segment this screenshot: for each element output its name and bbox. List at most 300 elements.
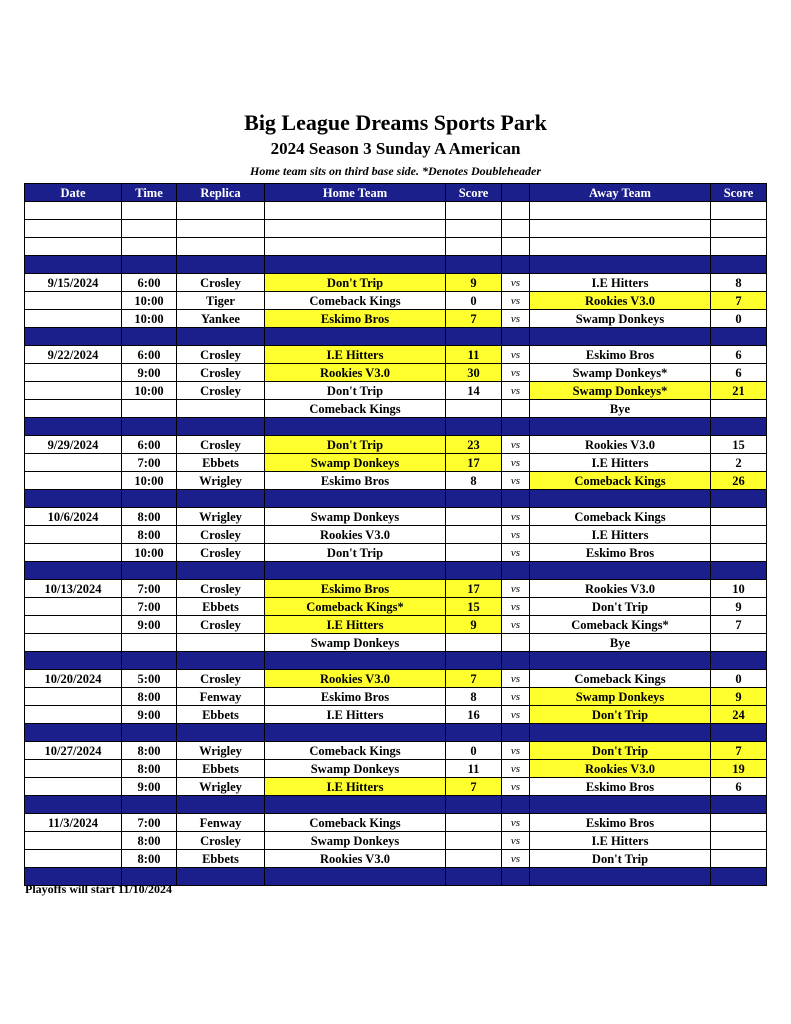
date-cell — [25, 634, 122, 652]
separator-cell — [265, 328, 446, 346]
home-score-cell — [446, 202, 502, 220]
time-cell: 10:00 — [122, 310, 177, 328]
separator-cell — [177, 490, 265, 508]
home-team-cell: Swamp Donkeys — [265, 760, 446, 778]
vs-cell — [502, 202, 530, 220]
date-cell — [25, 598, 122, 616]
separator-cell — [25, 796, 122, 814]
week-separator-row — [25, 562, 767, 580]
home-team-cell — [265, 220, 446, 238]
table-row — [25, 670, 767, 688]
home-team-cell: Comeback Kings* — [265, 598, 446, 616]
separator-cell — [530, 328, 711, 346]
date-cell: 9/29/2024 — [25, 436, 122, 454]
vs-cell: vs — [502, 472, 530, 490]
away-team-cell: Eskimo Bros — [530, 814, 711, 832]
away-team-cell: Comeback Kings — [530, 670, 711, 688]
away-score-cell — [711, 238, 767, 256]
separator-cell — [265, 796, 446, 814]
separator-cell — [25, 490, 122, 508]
time-cell: 9:00 — [122, 778, 177, 796]
date-cell — [25, 544, 122, 562]
home-team-cell: I.E Hitters — [265, 616, 446, 634]
page-title: Big League Dreams Sports Park — [244, 110, 547, 135]
separator-cell — [265, 652, 446, 670]
date-cell: 10/20/2024 — [25, 670, 122, 688]
separator-cell — [25, 418, 122, 436]
date-cell: 9/22/2024 — [25, 346, 122, 364]
replica-cell: Crosley — [177, 364, 265, 382]
away-team-cell: Rookies V3.0 — [530, 292, 711, 310]
away-score-cell — [711, 544, 767, 562]
replica-cell: Crosley — [177, 436, 265, 454]
col-away-score-header: Score — [711, 184, 767, 202]
home-score-cell: 16 — [446, 706, 502, 724]
home-team-cell: Swamp Donkeys — [265, 508, 446, 526]
date-cell: 10/13/2024 — [25, 580, 122, 598]
vs-cell: vs — [502, 598, 530, 616]
vs-cell: vs — [502, 616, 530, 634]
away-team-cell: Rookies V3.0 — [530, 436, 711, 454]
week-separator-row — [25, 652, 767, 670]
time-cell: 10:00 — [122, 292, 177, 310]
vs-cell — [502, 400, 530, 418]
away-score-cell: 7 — [711, 616, 767, 634]
replica-cell: Yankee — [177, 310, 265, 328]
away-score-cell — [711, 220, 767, 238]
vs-cell: vs — [502, 382, 530, 400]
home-score-cell — [446, 544, 502, 562]
vs-cell: vs — [502, 310, 530, 328]
col-vs-header — [502, 184, 530, 202]
away-team-cell: I.E Hitters — [530, 454, 711, 472]
separator-cell — [711, 328, 767, 346]
separator-cell — [502, 256, 530, 274]
page-subtitle: 2024 Season 3 Sunday A American — [270, 139, 521, 158]
table-row — [25, 688, 767, 706]
date-cell — [25, 292, 122, 310]
separator-cell — [711, 256, 767, 274]
vs-cell: vs — [502, 508, 530, 526]
away-score-cell: 19 — [711, 760, 767, 778]
table-row — [25, 238, 767, 256]
away-team-cell: I.E Hitters — [530, 832, 711, 850]
separator-cell — [25, 724, 122, 742]
col-home-team-header: Home Team — [265, 184, 446, 202]
time-cell — [122, 202, 177, 220]
col-away-team-header: Away Team — [530, 184, 711, 202]
table-row — [25, 850, 767, 868]
table-row — [25, 526, 767, 544]
table-row — [25, 814, 767, 832]
away-score-cell: 8 — [711, 274, 767, 292]
home-team-cell: Don't Trip — [265, 436, 446, 454]
date-cell — [25, 832, 122, 850]
away-score-cell — [711, 832, 767, 850]
separator-cell — [177, 868, 265, 886]
separator-cell — [530, 724, 711, 742]
separator-cell — [530, 418, 711, 436]
time-cell: 8:00 — [122, 508, 177, 526]
date-cell — [25, 454, 122, 472]
away-score-cell — [711, 850, 767, 868]
home-score-cell: 17 — [446, 454, 502, 472]
time-cell: 6:00 — [122, 274, 177, 292]
away-score-cell: 0 — [711, 670, 767, 688]
replica-cell: Wrigley — [177, 742, 265, 760]
vs-cell: vs — [502, 544, 530, 562]
away-team-cell: Don't Trip — [530, 598, 711, 616]
table-row — [25, 364, 767, 382]
separator-cell — [502, 796, 530, 814]
date-cell — [25, 616, 122, 634]
time-cell — [122, 634, 177, 652]
vs-cell: vs — [502, 742, 530, 760]
table-row — [25, 472, 767, 490]
separator-cell — [446, 418, 502, 436]
vs-cell: vs — [502, 814, 530, 832]
away-score-cell: 9 — [711, 598, 767, 616]
separator-cell — [446, 490, 502, 508]
vs-cell: vs — [502, 832, 530, 850]
away-score-cell: 0 — [711, 310, 767, 328]
away-team-cell: I.E Hitters — [530, 526, 711, 544]
separator-cell — [502, 724, 530, 742]
date-cell — [25, 310, 122, 328]
vs-cell: vs — [502, 274, 530, 292]
away-team-cell: Comeback Kings — [530, 508, 711, 526]
time-cell — [122, 238, 177, 256]
home-score-cell — [446, 508, 502, 526]
table-row — [25, 580, 767, 598]
home-score-cell — [446, 526, 502, 544]
away-score-cell: 15 — [711, 436, 767, 454]
away-score-cell: 9 — [711, 688, 767, 706]
away-score-cell: 7 — [711, 742, 767, 760]
home-score-cell: 11 — [446, 346, 502, 364]
home-score-cell — [446, 220, 502, 238]
separator-cell — [177, 418, 265, 436]
vs-cell: vs — [502, 688, 530, 706]
vs-cell: vs — [502, 292, 530, 310]
separator-cell — [25, 562, 122, 580]
date-cell: 11/3/2024 — [25, 814, 122, 832]
col-replica-header: Replica — [177, 184, 265, 202]
time-cell: 7:00 — [122, 814, 177, 832]
vs-cell: vs — [502, 454, 530, 472]
away-team-cell: Bye — [530, 400, 711, 418]
replica-cell: Crosley — [177, 580, 265, 598]
away-team-cell: Don't Trip — [530, 850, 711, 868]
home-score-cell — [446, 238, 502, 256]
table-row — [25, 436, 767, 454]
away-team-cell: Rookies V3.0 — [530, 760, 711, 778]
away-score-cell: 6 — [711, 346, 767, 364]
home-score-cell: 30 — [446, 364, 502, 382]
vs-cell: vs — [502, 778, 530, 796]
vs-cell: vs — [502, 760, 530, 778]
col-time-header: Time — [122, 184, 177, 202]
separator-cell — [265, 490, 446, 508]
replica-cell: Ebbets — [177, 706, 265, 724]
vs-cell: vs — [502, 670, 530, 688]
time-cell: 7:00 — [122, 454, 177, 472]
separator-cell — [265, 256, 446, 274]
separator-cell — [122, 256, 177, 274]
away-score-cell: 2 — [711, 454, 767, 472]
table-row — [25, 778, 767, 796]
separator-cell — [446, 652, 502, 670]
schedule-table — [24, 183, 767, 886]
week-separator-row — [25, 256, 767, 274]
home-score-cell: 9 — [446, 616, 502, 634]
time-cell: 10:00 — [122, 472, 177, 490]
away-team-cell: Eskimo Bros — [530, 778, 711, 796]
replica-cell — [177, 634, 265, 652]
separator-cell — [177, 328, 265, 346]
date-cell — [25, 850, 122, 868]
separator-cell — [446, 868, 502, 886]
home-team-cell: Comeback Kings — [265, 400, 446, 418]
home-team-cell: I.E Hitters — [265, 706, 446, 724]
replica-cell: Wrigley — [177, 472, 265, 490]
separator-cell — [446, 256, 502, 274]
replica-cell: Crosley — [177, 670, 265, 688]
vs-cell: vs — [502, 346, 530, 364]
replica-cell: Crosley — [177, 274, 265, 292]
away-score-cell: 24 — [711, 706, 767, 724]
away-score-cell: 7 — [711, 292, 767, 310]
table-row — [25, 292, 767, 310]
vs-cell — [502, 634, 530, 652]
separator-cell — [177, 256, 265, 274]
date-cell: 10/27/2024 — [25, 742, 122, 760]
col-home-score-header: Score — [446, 184, 502, 202]
date-cell — [25, 382, 122, 400]
separator-cell — [122, 328, 177, 346]
vs-cell: vs — [502, 580, 530, 598]
home-team-cell — [265, 202, 446, 220]
away-team-cell: Don't Trip — [530, 742, 711, 760]
date-cell — [25, 364, 122, 382]
separator-cell — [711, 490, 767, 508]
time-cell: 8:00 — [122, 742, 177, 760]
time-cell: 6:00 — [122, 436, 177, 454]
table-row — [25, 598, 767, 616]
home-score-cell: 11 — [446, 760, 502, 778]
away-team-cell — [530, 238, 711, 256]
home-team-cell: Don't Trip — [265, 544, 446, 562]
home-team-cell: Eskimo Bros — [265, 580, 446, 598]
replica-cell: Tiger — [177, 292, 265, 310]
separator-cell — [530, 490, 711, 508]
home-team-cell: Rookies V3.0 — [265, 670, 446, 688]
replica-cell: Crosley — [177, 832, 265, 850]
away-score-cell — [711, 526, 767, 544]
away-score-cell — [711, 508, 767, 526]
away-team-cell: I.E Hitters — [530, 274, 711, 292]
date-cell — [25, 220, 122, 238]
separator-cell — [265, 868, 446, 886]
replica-cell: Crosley — [177, 526, 265, 544]
separator-cell — [711, 418, 767, 436]
separator-cell — [177, 562, 265, 580]
time-cell: 8:00 — [122, 760, 177, 778]
away-team-cell: Swamp Donkeys — [530, 310, 711, 328]
separator-cell — [122, 652, 177, 670]
time-cell: 8:00 — [122, 526, 177, 544]
replica-cell: Wrigley — [177, 778, 265, 796]
separator-cell — [711, 652, 767, 670]
away-score-cell — [711, 202, 767, 220]
separator-cell — [265, 562, 446, 580]
home-score-cell: 17 — [446, 580, 502, 598]
home-team-cell: Comeback Kings — [265, 292, 446, 310]
separator-cell — [530, 652, 711, 670]
date-cell — [25, 706, 122, 724]
separator-cell — [446, 724, 502, 742]
separator-cell — [446, 796, 502, 814]
vs-cell — [502, 238, 530, 256]
date-cell — [25, 760, 122, 778]
replica-cell: Fenway — [177, 814, 265, 832]
vs-cell: vs — [502, 436, 530, 454]
time-cell — [122, 400, 177, 418]
time-cell: 7:00 — [122, 598, 177, 616]
home-score-cell: 15 — [446, 598, 502, 616]
table-row — [25, 382, 767, 400]
week-separator-row — [25, 328, 767, 346]
table-row — [25, 274, 767, 292]
home-score-cell — [446, 814, 502, 832]
away-team-cell — [530, 202, 711, 220]
separator-cell — [530, 868, 711, 886]
separator-cell — [122, 418, 177, 436]
date-cell — [25, 778, 122, 796]
time-cell: 9:00 — [122, 706, 177, 724]
home-score-cell — [446, 850, 502, 868]
table-row — [25, 544, 767, 562]
home-team-cell: Eskimo Bros — [265, 310, 446, 328]
replica-cell: Crosley — [177, 544, 265, 562]
separator-cell — [177, 796, 265, 814]
home-team-cell: Comeback Kings — [265, 742, 446, 760]
time-cell: 10:00 — [122, 544, 177, 562]
away-score-cell — [711, 814, 767, 832]
table-row — [25, 202, 767, 220]
table-row — [25, 616, 767, 634]
away-team-cell: Eskimo Bros — [530, 544, 711, 562]
replica-cell — [177, 400, 265, 418]
vs-cell: vs — [502, 526, 530, 544]
date-cell — [25, 238, 122, 256]
date-cell — [25, 688, 122, 706]
table-row — [25, 634, 767, 652]
vs-cell: vs — [502, 706, 530, 724]
separator-cell — [530, 796, 711, 814]
home-team-cell: I.E Hitters — [265, 778, 446, 796]
vs-cell: vs — [502, 364, 530, 382]
replica-cell: Wrigley — [177, 508, 265, 526]
away-team-cell: Comeback Kings* — [530, 616, 711, 634]
time-cell: 10:00 — [122, 382, 177, 400]
home-score-cell: 7 — [446, 310, 502, 328]
replica-cell: Crosley — [177, 346, 265, 364]
separator-cell — [711, 562, 767, 580]
away-score-cell — [711, 634, 767, 652]
home-score-cell: 7 — [446, 670, 502, 688]
replica-cell: Fenway — [177, 688, 265, 706]
time-cell: 8:00 — [122, 832, 177, 850]
separator-cell — [122, 724, 177, 742]
table-row — [25, 742, 767, 760]
separator-cell — [711, 796, 767, 814]
separator-cell — [122, 490, 177, 508]
replica-cell: Ebbets — [177, 454, 265, 472]
footer-note: Playoffs will start 11/10/2024 — [25, 882, 172, 896]
separator-cell — [177, 652, 265, 670]
table-row — [25, 832, 767, 850]
home-score-cell: 9 — [446, 274, 502, 292]
replica-cell — [177, 202, 265, 220]
separator-cell — [711, 724, 767, 742]
replica-cell — [177, 238, 265, 256]
col-date-header: Date — [25, 184, 122, 202]
home-score-cell: 8 — [446, 688, 502, 706]
home-team-cell: Eskimo Bros — [265, 472, 446, 490]
week-separator-row — [25, 490, 767, 508]
separator-cell — [711, 868, 767, 886]
home-score-cell — [446, 634, 502, 652]
separator-cell — [530, 256, 711, 274]
away-score-cell: 6 — [711, 778, 767, 796]
week-separator-row — [25, 724, 767, 742]
separator-cell — [122, 562, 177, 580]
table-row — [25, 400, 767, 418]
replica-cell: Ebbets — [177, 598, 265, 616]
separator-cell — [502, 490, 530, 508]
table-row — [25, 346, 767, 364]
home-team-cell: Rookies V3.0 — [265, 526, 446, 544]
home-team-cell: Swamp Donkeys — [265, 832, 446, 850]
table-row — [25, 508, 767, 526]
week-separator-row — [25, 796, 767, 814]
separator-cell — [177, 724, 265, 742]
separator-cell — [502, 652, 530, 670]
home-score-cell: 23 — [446, 436, 502, 454]
away-team-cell: Comeback Kings — [530, 472, 711, 490]
separator-cell — [502, 418, 530, 436]
home-score-cell: 0 — [446, 292, 502, 310]
away-team-cell — [530, 220, 711, 238]
separator-cell — [502, 562, 530, 580]
away-team-cell: Swamp Donkeys* — [530, 364, 711, 382]
away-score-cell: 10 — [711, 580, 767, 598]
time-cell: 9:00 — [122, 364, 177, 382]
home-team-cell: Don't Trip — [265, 274, 446, 292]
away-team-cell: Rookies V3.0 — [530, 580, 711, 598]
away-score-cell: 26 — [711, 472, 767, 490]
replica-cell: Crosley — [177, 616, 265, 634]
home-score-cell — [446, 400, 502, 418]
separator-cell — [265, 418, 446, 436]
away-score-cell — [711, 400, 767, 418]
home-team-cell: Don't Trip — [265, 382, 446, 400]
time-cell: 9:00 — [122, 616, 177, 634]
replica-cell: Crosley — [177, 382, 265, 400]
separator-cell — [25, 328, 122, 346]
home-team-cell: Rookies V3.0 — [265, 364, 446, 382]
